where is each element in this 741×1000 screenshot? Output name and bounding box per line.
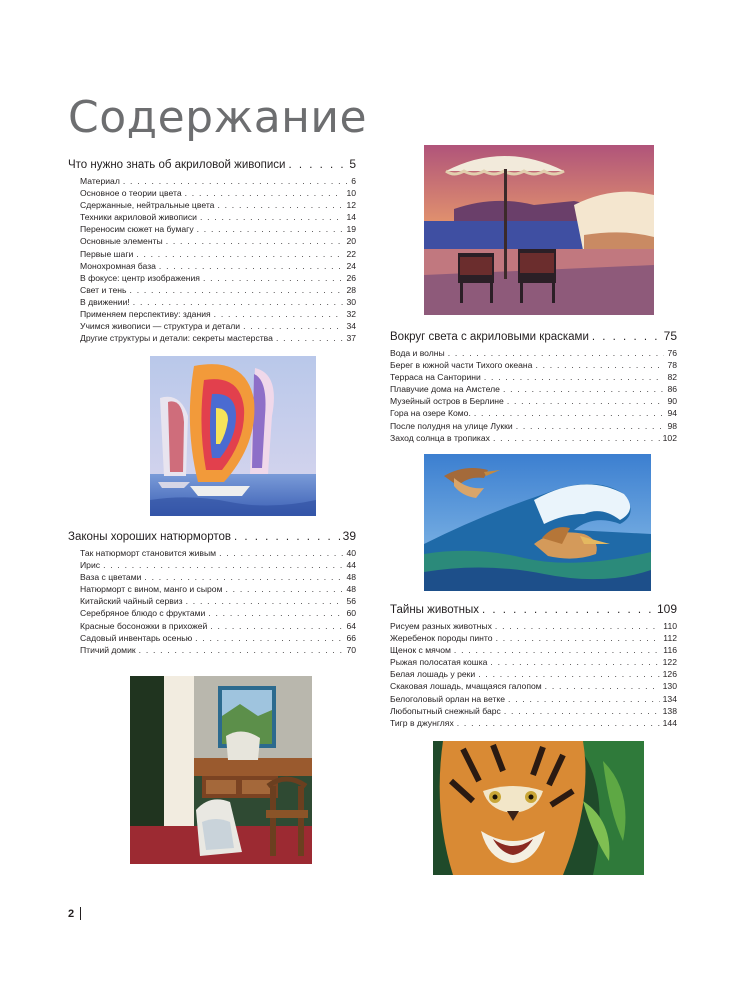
toc-entry[interactable] [390,371,677,383]
toc-entry[interactable] [390,420,677,432]
toc-entry[interactable] [80,583,356,595]
toc-entry[interactable] [80,260,356,272]
entry-page: 28 [346,284,356,295]
entry-page: 48 [346,584,356,595]
leader-dots [592,330,661,344]
leader-dots [482,603,654,617]
leader-dots [197,223,344,235]
entry-page: 22 [346,248,356,259]
entry-page: 34 [346,321,356,332]
toc-entries [80,547,356,656]
toc-entry[interactable] [80,320,356,332]
entry-label: Жеребенок породы пинто [390,633,493,644]
entry-label: Белоголовый орлан на ветке [390,693,506,704]
leader-dots [508,693,660,705]
leader-dots [133,296,344,308]
entry-label: Учимся живописи — структура и детали [80,321,241,332]
toc-entry[interactable] [390,383,677,395]
leader-dots [103,559,343,571]
entry-label: Тигр в джунглях [390,717,454,728]
leader-dots [210,620,343,632]
toc-entry[interactable] [80,284,356,296]
entry-page: 130 [662,681,677,692]
entry-page: 112 [663,633,677,644]
toc-entry[interactable] [390,668,677,680]
entry-label: Основные элементы [80,236,163,247]
leader-dots [516,420,665,432]
leader-dots [144,571,343,583]
leader-dots [490,656,659,668]
leader-dots [503,383,665,395]
toc-entry[interactable] [80,644,356,656]
entry-label: Берег в южной части Тихого океана [390,360,533,371]
entry-page: 134 [662,693,677,704]
toc-entry[interactable] [80,248,356,260]
toc-entry[interactable] [80,235,356,247]
entry-page: 94 [667,408,677,419]
toc-entry[interactable] [390,359,677,371]
leader-dots [186,595,344,607]
entry-label: Серебряное блюдо с фруктами [80,608,206,619]
toc-section-heading[interactable] [390,329,677,344]
toc-entry[interactable] [390,347,677,359]
leader-dots [219,547,343,559]
toc-entry[interactable] [80,296,356,308]
leader-dots [123,175,348,187]
entry-page: 19 [346,224,356,235]
toc-section-animals [390,602,677,729]
entry-page: 70 [346,644,356,655]
entry-label: Другие структуры и детали: секреты мастерства [80,333,273,344]
entry-label: Вода и волны [390,348,445,358]
leader-dots [166,235,344,247]
entry-label: Терраса на Санторини [390,372,481,383]
entry-page: 116 [663,645,677,656]
entry-label: После полудня на улице Лукки [390,420,513,431]
entry-label: Свет и тень [80,284,127,295]
section-page: 109 [656,602,677,616]
page-title: Содержание [68,92,368,143]
entry-page: 6 [351,176,356,186]
entry-label: Так натюрморт становится живым [80,548,217,558]
toc-entry[interactable] [80,187,356,199]
toc-entry[interactable] [390,432,677,444]
leader-dots [496,632,661,644]
entry-page: 76 [667,348,677,358]
toc-entry[interactable] [80,607,356,619]
toc-entry[interactable] [80,211,356,223]
entry-label: Белая лошадь у реки [390,669,476,680]
toc-entry[interactable] [390,717,677,729]
entry-label: Плавучие дома на Амстеле [390,384,500,395]
entry-label: Рисуем разных животных [390,621,492,631]
leader-dots [448,347,665,359]
sailboat-painting [150,356,316,516]
leader-dots [139,644,344,656]
entry-page: 56 [346,596,356,607]
entry-label: Переносим сюжет на бумагу [80,224,194,235]
leader-dots [136,248,343,260]
toc-entry[interactable] [80,199,356,211]
entry-label: Музейный остров в Берлине [390,396,504,407]
page-number [68,907,81,920]
toc-entry[interactable] [390,632,677,644]
entry-label: Птичий домик [80,644,136,655]
entry-page: 138 [662,705,677,716]
section-title: Вокруг света с акриловыми красками [390,331,589,343]
section-page: 75 [663,329,677,343]
entry-page: 40 [346,548,356,558]
santorini-terrace-painting [424,145,654,315]
entry-page: 10 [346,188,356,199]
entry-label: Техники акриловой живописи [80,212,197,223]
toc-entry[interactable] [390,644,677,656]
toc-section-acrylic-basics [68,157,356,344]
leader-dots [535,359,664,371]
toc-entry[interactable] [80,632,356,644]
toc-section-still-life [68,529,356,656]
entry-page: 82 [667,372,677,383]
toc-section-heading[interactable] [390,602,677,617]
entry-page: 48 [346,572,356,583]
entry-page: 32 [346,309,356,320]
toc-entry[interactable] [390,395,677,407]
toc-section-around-the-world [390,329,677,444]
section-title: Законы хороших натюрмортов [68,531,231,543]
entry-page: 122 [662,657,677,668]
entry-label: Первые шаги [80,248,134,259]
entry-label: Заход солнца в тропиках [390,432,490,443]
toc-entry[interactable] [390,620,677,632]
toc-entry[interactable] [80,595,356,607]
entry-label: Основное о теории цвета [80,188,182,199]
leader-dots [203,272,343,284]
entry-page: 78 [667,360,677,371]
section-title: Что нужно знать об акриловой живописи [68,159,286,171]
toc-entry[interactable] [80,620,356,632]
entry-page: 102 [662,432,677,443]
leader-dots [159,260,344,272]
entry-label: Рыжая полосатая кошка [390,657,488,668]
entry-page: 60 [346,608,356,619]
leader-dots [454,644,660,656]
toc-entries [390,347,677,444]
toc-entry[interactable] [390,680,677,692]
leader-dots [208,607,343,619]
entry-page: 66 [346,632,356,643]
entry-label: Ирис [80,560,101,571]
toc-section-heading[interactable] [68,529,356,544]
entry-label: Красные босоножки в прихожей [80,620,208,631]
section-page: 39 [342,529,356,543]
entry-label: Скаковая лошадь, мчащаяся галопом [390,681,542,692]
toc-entry[interactable] [80,223,356,235]
entry-page: 44 [346,560,356,571]
entry-page: 24 [346,260,356,271]
folio-divider [80,907,81,920]
entry-page: 144 [662,717,677,728]
entry-label: Китайский чайный сервиз [80,596,183,607]
leader-dots [507,395,665,407]
toc-entry[interactable] [80,547,356,559]
tiger-jungle-painting [433,741,644,875]
leader-dots [495,620,660,632]
toc-entry[interactable] [80,559,356,571]
entry-page: 14 [346,212,356,223]
entry-page: 110 [663,621,677,631]
interior-painting [130,676,312,864]
leader-dots [545,680,660,692]
leader-dots [130,284,344,296]
entry-page: 64 [346,620,356,631]
entry-label: Гора на озере Комо. [390,408,471,419]
leader-dots [478,668,659,680]
entry-label: В движении! [80,296,130,307]
toc-entries [390,620,677,729]
entry-label: Ваза с цветами [80,572,142,583]
entry-page: 37 [346,333,356,344]
entry-label: Щенок с мячом [390,645,451,656]
entry-label: Натюрморт с вином, манго и сыром [80,584,223,595]
toc-entry[interactable] [80,571,356,583]
toc-entry[interactable] [80,175,356,187]
leader-dots [493,432,660,444]
entry-page: 126 [662,669,677,680]
entry-page: 26 [346,272,356,283]
entry-page: 12 [346,200,356,211]
entry-page: 90 [667,396,677,407]
leader-dots [504,705,660,717]
leader-dots [217,199,343,211]
toc-entry[interactable] [80,308,356,320]
leader-dots [226,583,344,595]
section-title: Тайны животных [390,604,480,616]
toc-entry[interactable] [80,332,356,344]
entry-label: Материал [80,176,120,186]
entry-label: Садовый инвентарь осенью [80,632,193,643]
leader-dots [234,530,340,544]
leader-dots [200,211,343,223]
leader-dots [214,308,344,320]
entry-label: Сдержанные, нейтральные цвета [80,200,215,211]
leader-dots [195,632,343,644]
leader-dots [474,407,665,419]
leader-dots [276,332,344,344]
entry-label: Применяем перспективу: здания [80,309,211,320]
toc-entry[interactable] [390,705,677,717]
entry-label: В фокусе: центр изображения [80,272,200,283]
leader-dots [243,320,343,332]
entry-page: 86 [667,384,677,395]
toc-entry[interactable] [390,407,677,419]
toc-section-heading[interactable] [68,157,356,172]
entry-page: 98 [667,420,677,431]
toc-entry[interactable] [80,272,356,284]
leader-dots [185,187,344,199]
toc-entry[interactable] [390,656,677,668]
leader-dots [457,717,660,729]
toc-entries [80,175,356,344]
toc-entry[interactable] [390,693,677,705]
leader-dots [484,371,665,383]
entry-label: Любопытный снежный барс [390,705,501,716]
entry-label: Монохромная база [80,260,156,271]
leader-dots [288,158,346,172]
pelicans-wave-painting [424,454,651,591]
folio-number: 2 [68,907,75,920]
entry-page: 30 [346,296,356,307]
entry-page: 20 [346,236,356,247]
section-page: 5 [349,157,356,171]
